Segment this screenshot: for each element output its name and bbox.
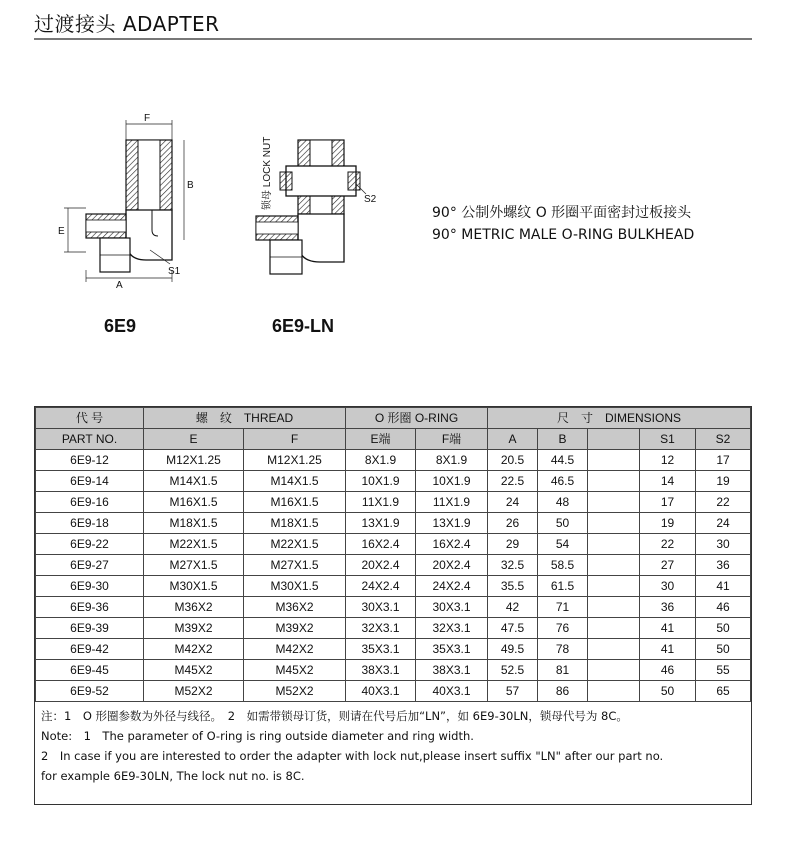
table-cell: 11X1.9 xyxy=(346,492,416,513)
table-cell: 8X1.9 xyxy=(346,450,416,471)
table-cell xyxy=(588,681,640,702)
table-cell: 30 xyxy=(640,576,696,597)
table-cell: 17 xyxy=(640,492,696,513)
table-cell: 44.5 xyxy=(538,450,588,471)
spec-table xyxy=(35,407,751,702)
table-cell: 24X2.4 xyxy=(346,576,416,597)
note-line: 注：1 O 形圈参数为外径与线径。 2 如需带锁母订货，则请在代号后加“LN”，如 6E9-30LN，锁母代号为 8C。 xyxy=(41,709,628,723)
table-cell xyxy=(588,597,640,618)
table-cell: 19 xyxy=(696,471,751,492)
table-cell: 40X3.1 xyxy=(346,681,416,702)
header-f: F xyxy=(244,429,346,450)
table-row xyxy=(36,639,751,660)
table-cell: M45X2 xyxy=(244,660,346,681)
table-cell: 47.5 xyxy=(488,618,538,639)
header-s1: S1 xyxy=(640,429,696,450)
table-cell: 46.5 xyxy=(538,471,588,492)
table-cell: M30X1.5 xyxy=(144,576,244,597)
table-cell: 42 xyxy=(488,597,538,618)
table-cell: 29 xyxy=(488,534,538,555)
header-a: A xyxy=(488,429,538,450)
table-cell: 81 xyxy=(538,660,588,681)
table-cell: 55 xyxy=(696,660,751,681)
table-cell: M45X2 xyxy=(144,660,244,681)
header-s2: S2 xyxy=(696,429,751,450)
page-title: 过渡接头 ADAPTER xyxy=(34,12,220,36)
table-cell xyxy=(588,576,640,597)
table-cell: M12X1.25 xyxy=(144,450,244,471)
table-cell: M18X1.5 xyxy=(144,513,244,534)
header-code: 代 号 xyxy=(36,408,144,429)
table-cell: 46 xyxy=(640,660,696,681)
table-cell xyxy=(588,660,640,681)
table-cell: 40X3.1 xyxy=(416,681,488,702)
notes xyxy=(35,702,751,786)
table-cell: 71 xyxy=(538,597,588,618)
header-oring: O 形圈 O-RING xyxy=(346,408,488,429)
dim-s1-label: S1 xyxy=(168,266,181,277)
table-cell: 41 xyxy=(640,639,696,660)
table-cell: M52X2 xyxy=(244,681,346,702)
table-cell: 54 xyxy=(538,534,588,555)
table-body xyxy=(36,450,751,702)
table-cell: M52X2 xyxy=(144,681,244,702)
table-cell: M27X1.5 xyxy=(244,555,346,576)
table-cell: 11X1.9 xyxy=(416,492,488,513)
table-cell: 35.5 xyxy=(488,576,538,597)
table-row xyxy=(36,618,751,639)
table-cell: 6E9-42 xyxy=(36,639,144,660)
table-row xyxy=(36,513,751,534)
table-cell: 27 xyxy=(640,555,696,576)
dim-f-label: F xyxy=(144,113,151,124)
header-dimensions: 尺 寸 DIMENSIONS xyxy=(488,408,751,429)
table-cell xyxy=(588,471,640,492)
table-cell: 22 xyxy=(640,534,696,555)
table-cell xyxy=(588,450,640,471)
table-header-row-1 xyxy=(36,408,751,429)
table-cell: M16X1.5 xyxy=(244,492,346,513)
table-cell: 50 xyxy=(696,618,751,639)
table-cell: 6E9-18 xyxy=(36,513,144,534)
table-cell: 16X2.4 xyxy=(416,534,488,555)
table-cell: 20.5 xyxy=(488,450,538,471)
table-cell: 48 xyxy=(538,492,588,513)
table-cell: 6E9-22 xyxy=(36,534,144,555)
table-cell: 86 xyxy=(538,681,588,702)
table-cell: 19 xyxy=(640,513,696,534)
table-cell: 6E9-16 xyxy=(36,492,144,513)
table-cell: 30 xyxy=(696,534,751,555)
table-cell: 16X2.4 xyxy=(346,534,416,555)
table-cell: M14X1.5 xyxy=(144,471,244,492)
table-cell: 10X1.9 xyxy=(346,471,416,492)
table-cell: M30X1.5 xyxy=(244,576,346,597)
table-cell: M14X1.5 xyxy=(244,471,346,492)
table-cell: 20X2.4 xyxy=(416,555,488,576)
table-cell: 61.5 xyxy=(538,576,588,597)
table-cell: 6E9-27 xyxy=(36,555,144,576)
table-cell: M42X2 xyxy=(244,639,346,660)
description-en: 90° METRIC MALE O-RING BULKHEAD xyxy=(432,227,695,243)
table-cell: 65 xyxy=(696,681,751,702)
table-cell: 13X1.9 xyxy=(346,513,416,534)
table-row xyxy=(36,555,751,576)
table-cell: 6E9-12 xyxy=(36,450,144,471)
table-cell: 78 xyxy=(538,639,588,660)
table-cell: 50 xyxy=(696,639,751,660)
table-cell: 6E9-45 xyxy=(36,660,144,681)
table-cell: 6E9-30 xyxy=(36,576,144,597)
table-cell: 24X2.4 xyxy=(416,576,488,597)
table-cell: 32X3.1 xyxy=(416,618,488,639)
table-cell: 14 xyxy=(640,471,696,492)
table-row xyxy=(36,576,751,597)
table-cell: 24 xyxy=(488,492,538,513)
drawing-6e9 xyxy=(60,110,200,290)
table-cell xyxy=(588,492,640,513)
title-divider xyxy=(34,38,752,40)
table-cell: 76 xyxy=(538,618,588,639)
lock-nut-label: 锁母 LOCK NUT xyxy=(262,136,273,210)
drawing-6e9-ln xyxy=(240,110,390,290)
table-row xyxy=(36,660,751,681)
table-cell: 10X1.9 xyxy=(416,471,488,492)
table-cell: 26 xyxy=(488,513,538,534)
header-e-end: E端 xyxy=(346,429,416,450)
table-cell: 41 xyxy=(696,576,751,597)
dim-a-label: A xyxy=(116,280,123,291)
table-cell: 24 xyxy=(696,513,751,534)
header-part-no: PART NO. xyxy=(36,429,144,450)
table-cell: 36 xyxy=(640,597,696,618)
table-cell: 12 xyxy=(640,450,696,471)
spec-table-container xyxy=(34,406,752,805)
table-cell: 52.5 xyxy=(488,660,538,681)
header-e: E xyxy=(144,429,244,450)
table-cell: M27X1.5 xyxy=(144,555,244,576)
table-cell: M16X1.5 xyxy=(144,492,244,513)
table-cell: 38X3.1 xyxy=(416,660,488,681)
table-row xyxy=(36,471,751,492)
table-cell: 38X3.1 xyxy=(346,660,416,681)
note-line: Note: 1 The parameter of O-ring is ring outside diameter and ring width. xyxy=(41,729,474,743)
table-cell: 57 xyxy=(488,681,538,702)
table-cell: M39X2 xyxy=(244,618,346,639)
table-cell: 36 xyxy=(696,555,751,576)
table-cell: 22.5 xyxy=(488,471,538,492)
table-cell: 49.5 xyxy=(488,639,538,660)
table-cell: 50 xyxy=(640,681,696,702)
table-cell: M42X2 xyxy=(144,639,244,660)
table-cell: 6E9-52 xyxy=(36,681,144,702)
table-cell: 35X3.1 xyxy=(346,639,416,660)
table-row xyxy=(36,534,751,555)
header-thread: 螺 纹 THREAD xyxy=(144,408,346,429)
table-cell: 20X2.4 xyxy=(346,555,416,576)
table-cell: 8X1.9 xyxy=(416,450,488,471)
table-cell: 35X3.1 xyxy=(416,639,488,660)
table-cell: M12X1.25 xyxy=(244,450,346,471)
table-row xyxy=(36,492,751,513)
table-row xyxy=(36,681,751,702)
table-cell: 32.5 xyxy=(488,555,538,576)
table-cell: 41 xyxy=(640,618,696,639)
table-cell: 30X3.1 xyxy=(346,597,416,618)
table-cell: M39X2 xyxy=(144,618,244,639)
table-cell: 6E9-36 xyxy=(36,597,144,618)
dim-s2-label: S2 xyxy=(364,194,377,205)
drawing-6e9-ln-label: 6E9-LN xyxy=(272,316,335,336)
table-cell: 32X3.1 xyxy=(346,618,416,639)
dim-b-label: B xyxy=(187,180,194,191)
table-cell: 50 xyxy=(538,513,588,534)
note-line: for example 6E9-30LN, The lock nut no. is 8C. xyxy=(41,769,305,783)
table-cell: 58.5 xyxy=(538,555,588,576)
header-f-end: F端 xyxy=(416,429,488,450)
table-cell xyxy=(588,639,640,660)
note-line: 2 In case if you are interested to order the adapter with lock nut,please insert suffix "LN" after our part no. xyxy=(41,749,664,763)
table-cell xyxy=(588,534,640,555)
table-cell: 22 xyxy=(696,492,751,513)
table-row xyxy=(36,597,751,618)
table-cell: 17 xyxy=(696,450,751,471)
dim-e-label: E xyxy=(58,226,65,237)
table-cell: M36X2 xyxy=(244,597,346,618)
table-cell: M18X1.5 xyxy=(244,513,346,534)
description-cn: 90° 公制外螺纹 O 形圈平面密封过板接头 xyxy=(432,205,692,221)
drawing-6e9-label: 6E9 xyxy=(104,316,137,336)
table-cell xyxy=(588,513,640,534)
table-cell: M22X1.5 xyxy=(144,534,244,555)
table-cell xyxy=(588,555,640,576)
table-cell xyxy=(588,618,640,639)
table-cell: M22X1.5 xyxy=(244,534,346,555)
table-cell: M36X2 xyxy=(144,597,244,618)
table-cell: 6E9-39 xyxy=(36,618,144,639)
header-b: B xyxy=(538,429,588,450)
header-blank xyxy=(588,429,640,450)
table-row xyxy=(36,450,751,471)
table-cell: 6E9-14 xyxy=(36,471,144,492)
table-cell: 30X3.1 xyxy=(416,597,488,618)
table-header-row-2 xyxy=(36,429,751,450)
table-cell: 13X1.9 xyxy=(416,513,488,534)
table-cell: 46 xyxy=(696,597,751,618)
